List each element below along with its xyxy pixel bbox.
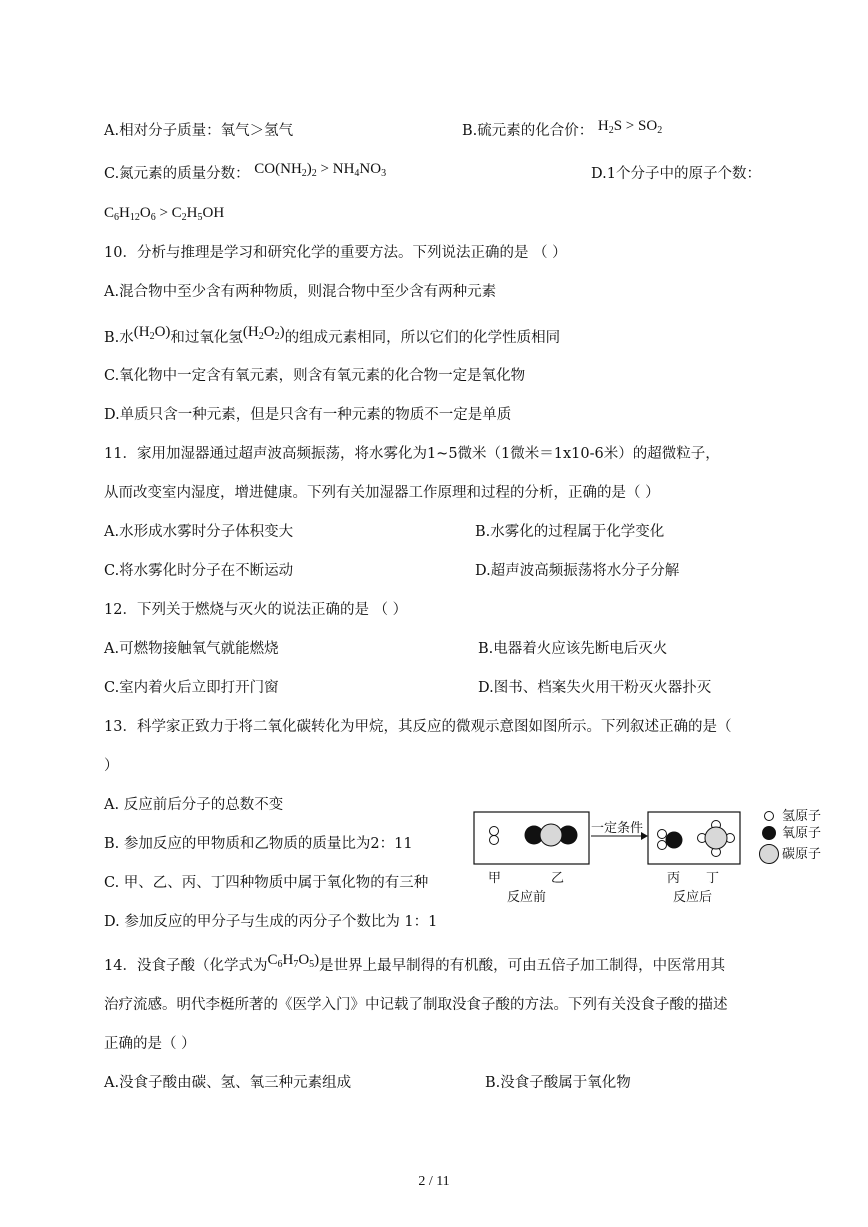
q9-option-c-label: C.氮元素的质量分数： <box>104 166 250 182</box>
q12-stem: 12．下列关于燃烧与灭火的说法正确的是 （ ） <box>104 602 408 618</box>
molecule-yi-co2 <box>525 824 578 846</box>
q11-stem-line1: 11．家用加湿器通过超声波高频振荡，将水雾化为1~5微米（1微米＝1x10-6米）的超微粒子， <box>104 446 720 462</box>
q11-option-b: B.水雾化的过程属于化学变化 <box>475 524 665 540</box>
q13-stem-line1: 13．科学家正致力于将二氧化碳转化为甲烷，其反应的微观示意图如图所示。下列叙述正确的是（ <box>104 719 732 735</box>
q14-stem-line3: 正确的是（ ） <box>104 1036 196 1052</box>
legend-carbon-icon <box>760 845 779 864</box>
q10-option-d: D.单质只含一种元素，但是只含有一种元素的物质不一定是单质 <box>104 407 512 423</box>
q10-stem: 10．分析与推理是学习和研究化学的重要方法。下列说法正确的是 （ ） <box>104 245 567 261</box>
legend-oxygen: 氧原子 <box>782 826 822 841</box>
arrow-label: 一定条件 <box>591 821 644 836</box>
q9-option-d: D.1个分子中的原子个数： <box>591 166 761 182</box>
q11-stem-line2: 从而改变室内湿度，增进健康。下列有关加湿器工作原理和过程的分析，正确的是（ ） <box>104 485 660 501</box>
q9-formula-glucose-ethanol: $C_6H_{12}O_6 > C_2H_5OH$ <box>104 205 225 223</box>
q9-formula-urea-ammonium-nitrate: $CO(NH_2)_2 > NH_4NO_3$ <box>254 161 387 179</box>
legend-hydrogen-icon <box>765 812 774 821</box>
q9-option-b-label: B.硫元素的化合价： <box>462 123 594 139</box>
q12-option-a: A.可燃物接触氧气就能燃烧 <box>104 641 279 657</box>
q13-option-c: C. 甲、乙、丙、丁四种物质中属于氧化物的有三种 <box>104 875 429 891</box>
q10-option-c: C.氧化物中一定含有氧元素，则含有氧元素的化合物一定是氧化物 <box>104 368 526 384</box>
legend-oxygen-icon <box>762 826 776 840</box>
q12-option-d: D.图书、档案失火用干粉灭火器扑灭 <box>478 680 712 696</box>
label-jia: 甲 <box>488 871 502 886</box>
q13-option-d: D. 参加反应的甲分子与生成的丙分子个数比为 1：1 <box>104 914 438 930</box>
label-ding: 丁 <box>706 871 720 886</box>
q13-stem-line2: ） <box>104 758 119 774</box>
q10-formula-peroxide: $(H_2O_2)$ <box>242 324 285 342</box>
q14-stem-pre: 14．没食子酸（化学式为 <box>104 958 268 974</box>
q14-formula-gallic-acid: $C_6H_7O_5$) <box>267 952 320 970</box>
q10-option-b-pre: B.水 <box>104 330 134 346</box>
page-number: 2 / 11 <box>418 1174 450 1189</box>
q10-option-b-mid: 和过氧化氢 <box>170 330 243 346</box>
q11-option-c: C.将水雾化时分子在不断运动 <box>104 563 294 579</box>
q9-option-c <box>104 161 387 184</box>
q13-option-b: B. 参加反应的甲物质和乙物质的质量比为2：11 <box>104 836 413 852</box>
q14-stem-line1 <box>104 952 726 976</box>
q12-option-b: B.电器着火应该先断电后灭火 <box>478 641 668 657</box>
q14-option-b: B.没食子酸属于氧化物 <box>485 1075 631 1091</box>
q11-option-a: A.水形成水雾时分子体积变大 <box>104 524 294 540</box>
legend-hydrogen: 氢原子 <box>782 809 822 824</box>
q9-option-a: A.相对分子质量：氧气＞氢气 <box>104 123 294 139</box>
q14-option-a: A.没食子酸由碳、氢、氧三种元素组成 <box>104 1075 352 1091</box>
label-yi: 乙 <box>551 871 565 886</box>
q9-option-b <box>462 118 663 141</box>
q12-option-c: C.室内着火后立即打开门窗 <box>104 680 279 696</box>
reaction-diagram <box>470 800 840 910</box>
q14-stem-post: 是世界上最早制得的有机酸，可由五倍子加工制得，中医常用其 <box>319 958 726 974</box>
q10-option-b <box>104 324 561 348</box>
q10-option-b-post: 的组成元素相同，所以它们的化学性质相同 <box>284 330 561 346</box>
q13-option-a: A. 反应前后分子的总数不变 <box>104 797 284 813</box>
label-bing: 丙 <box>667 871 681 886</box>
q10-formula-water: $(H_2O)$ <box>133 324 171 342</box>
q14-stem-line2: 治疗流感。明代李梃所著的《医学入门》中记载了制取没食子酸的方法。下列有关没食子酸的描述 <box>104 997 728 1013</box>
q9-formula-h2s-so2: $H_2S > SO_2$ <box>597 118 663 136</box>
q11-option-d: D.超声波高频振荡将水分子分解 <box>475 563 680 579</box>
q10-option-a: A.混合物中至少含有两种物质，则混合物中至少含有两种元素 <box>104 284 497 300</box>
legend-carbon: 碳原子 <box>782 847 822 862</box>
label-before: 反应前 <box>507 890 547 905</box>
label-after: 反应后 <box>673 890 713 905</box>
